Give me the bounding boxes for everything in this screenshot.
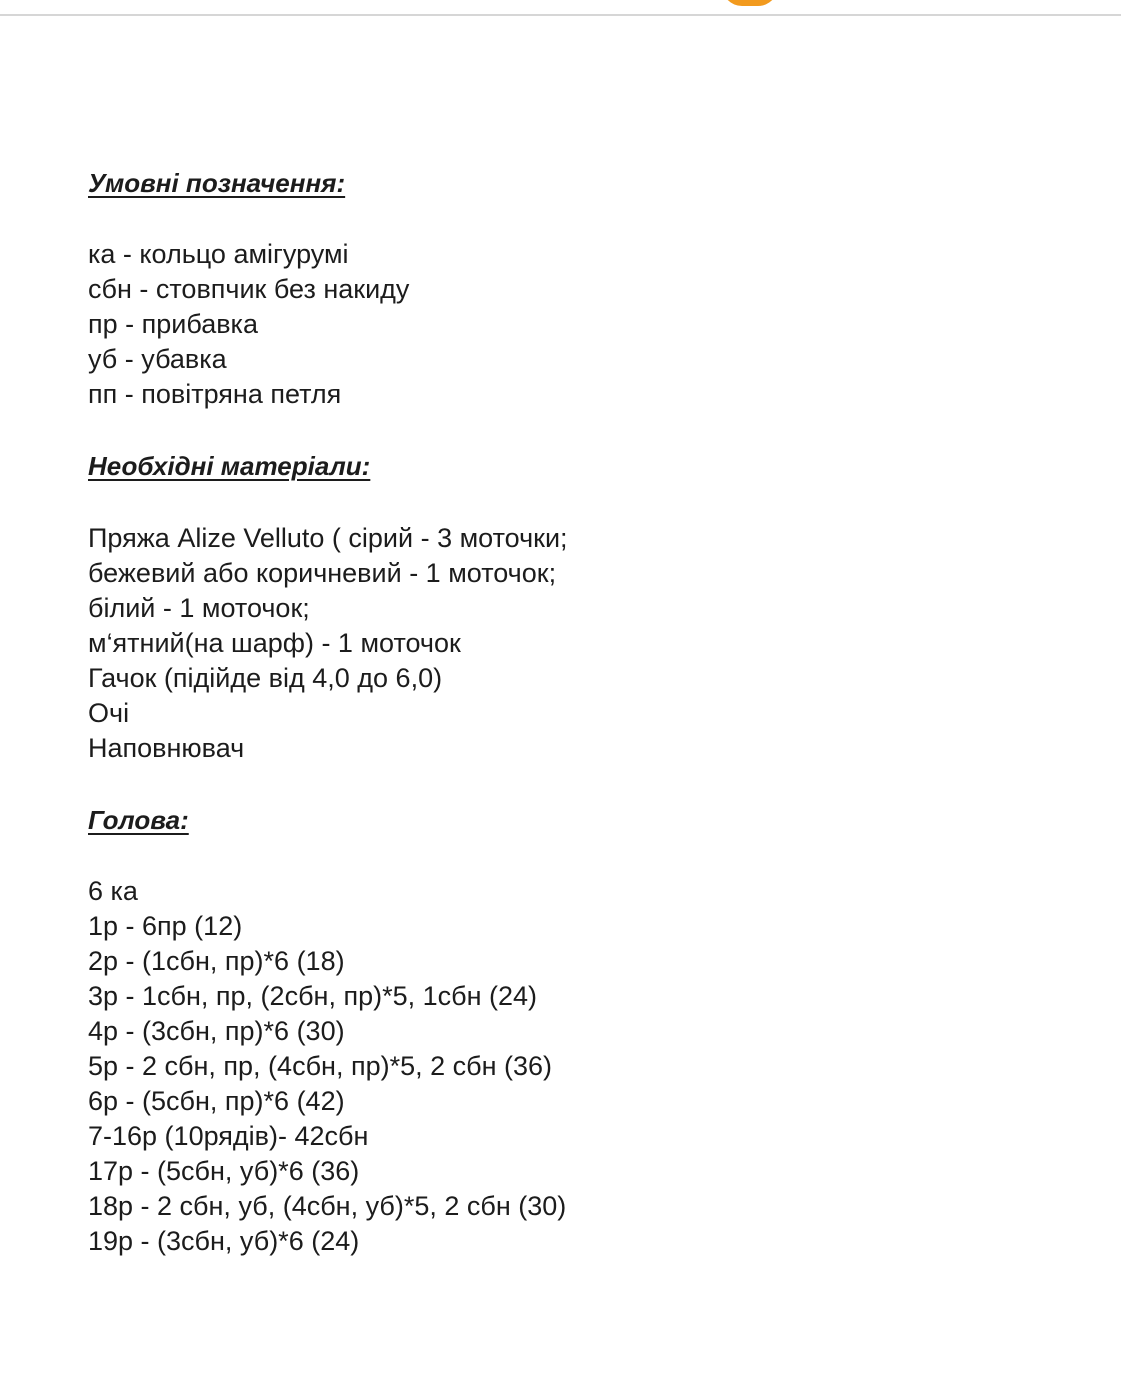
legend-item: уб - убавка xyxy=(88,344,227,374)
pattern-row: 19р - (3сбн, уб)*6 (24) xyxy=(88,1226,360,1256)
materials-item: Пряжа Alize Velluto ( сірий - 3 моточки; xyxy=(88,523,568,553)
materials-item: Очі xyxy=(88,698,130,728)
materials-item: білий - 1 моточок; xyxy=(88,593,310,623)
top-accent-shape xyxy=(722,0,778,6)
pattern-row: 7-16р (10рядів)- 42сбн xyxy=(88,1121,369,1151)
pattern-row: 3р - 1сбн, пр, (2сбн, пр)*5, 1сбн (24) xyxy=(88,981,538,1011)
legend-item: сбн - стовпчик без накиду xyxy=(88,274,410,304)
pattern-row: 18р - 2 сбн, уб, (4сбн, уб)*5, 2 сбн (30) xyxy=(88,1191,567,1221)
top-divider xyxy=(0,14,1121,16)
pattern-row: 6р - (5сбн, пр)*6 (42) xyxy=(88,1086,345,1116)
materials-item: бежевий або коричневий - 1 моточок; xyxy=(88,558,557,588)
materials-heading: Необхідні матеріали: xyxy=(88,451,371,481)
pattern-row: 1р - 6пр (12) xyxy=(88,911,243,941)
pattern-row: 6 ка xyxy=(88,876,138,906)
materials-item: Гачок (підійде від 4,0 до 6,0) xyxy=(88,663,443,693)
pattern-row: 4р - (3сбн, пр)*6 (30) xyxy=(88,1016,345,1046)
materials-list xyxy=(88,521,568,766)
head-heading: Голова: xyxy=(88,805,189,835)
legend-item: пп - повітряна петля xyxy=(88,379,342,409)
pattern-row: 5р - 2 сбн, пр, (4сбн, пр)*5, 2 сбн (36) xyxy=(88,1051,553,1081)
legend-list xyxy=(88,237,409,412)
legend-heading: Умовні позначення: xyxy=(88,168,346,198)
head-rows-list xyxy=(88,874,566,1259)
materials-item: м‘ятний(на шарф) - 1 моточок xyxy=(88,628,461,658)
pattern-row: 2р - (1сбн, пр)*6 (18) xyxy=(88,946,345,976)
legend-item: ка - кольцо амігурумі xyxy=(88,239,349,269)
materials-item: Наповнювач xyxy=(88,733,245,763)
legend-item: пр - прибавка xyxy=(88,309,258,339)
pattern-row: 17р - (5сбн, уб)*6 (36) xyxy=(88,1156,360,1186)
